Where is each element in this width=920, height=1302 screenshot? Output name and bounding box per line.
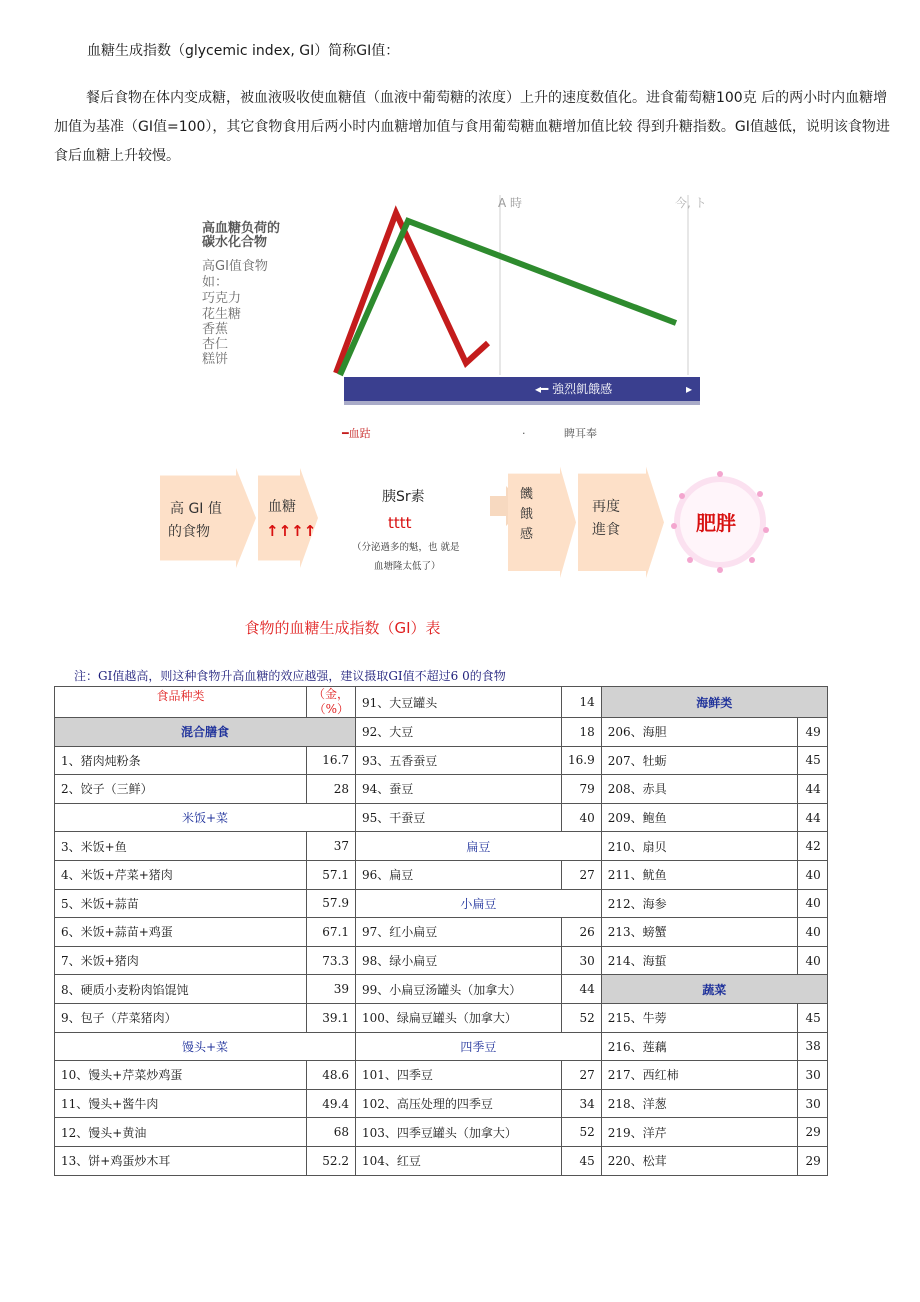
food-name: 101、四季豆 <box>356 1061 562 1090</box>
gi-value: 29 <box>797 1146 827 1175</box>
table-row <box>55 860 828 889</box>
chart-label-line: 高GI值食物 <box>202 259 268 274</box>
food-name: 208、赤具 <box>601 775 797 804</box>
gi-value: 40 <box>562 803 602 832</box>
table-row <box>55 1061 828 1090</box>
gi-value: 28 <box>307 775 356 804</box>
food-name: 4、米饭+芹菜+猪肉 <box>55 860 307 889</box>
gi-value: 26 <box>562 918 602 947</box>
food-name: 1、猪肉炖粉条 <box>55 746 307 775</box>
food-name: 213、螃蟹 <box>601 918 797 947</box>
food-name: 100、绿扁豆罐头（加拿大） <box>356 1003 562 1032</box>
hunger-bar-label: ◂━ 強烈飢餓感 <box>535 382 613 396</box>
table-row <box>55 775 828 804</box>
table-row <box>55 889 828 918</box>
gi-value: 42 <box>797 832 827 861</box>
gi-value: 16.9 <box>562 746 602 775</box>
category-band: 海鲜类 <box>601 687 827 718</box>
gi-value: 34 <box>562 1089 602 1118</box>
header-food-category: 食品种类 <box>55 687 307 718</box>
blood-sugar-chart <box>190 185 710 445</box>
gi-value: 30 <box>797 1089 827 1118</box>
subcategory-row: 米饭+菜 <box>55 803 356 832</box>
flow-box-high-gi-food <box>160 468 256 568</box>
gi-value: 79 <box>562 775 602 804</box>
subcategory-row: 馒头+菜 <box>55 1032 356 1061</box>
intro-title: 血糖生成指数（glycemic index, GI）简称GI值： <box>87 43 400 59</box>
food-name: 99、小扁豆汤罐头（加拿大） <box>356 975 562 1004</box>
food-name: 214、海蜇 <box>601 946 797 975</box>
chart-label-line: 巧克力 <box>202 291 242 306</box>
gi-value: 40 <box>797 860 827 889</box>
gi-value: 48.6 <box>307 1061 356 1090</box>
gi-value: 44 <box>797 775 827 804</box>
gi-value: 27 <box>562 1061 602 1090</box>
gi-value: 40 <box>797 889 827 918</box>
gi-value: 30 <box>562 946 602 975</box>
gi-value: 52 <box>562 1003 602 1032</box>
table-row <box>55 687 828 718</box>
food-name: 98、绿小扁豆 <box>356 946 562 975</box>
gi-table <box>54 686 828 1176</box>
table-row <box>55 975 828 1004</box>
food-name: 220、松茸 <box>601 1146 797 1175</box>
gi-value: 52 <box>562 1118 602 1147</box>
gi-value: 16.7 <box>307 746 356 775</box>
food-name: 3、米饭+鱼 <box>55 832 307 861</box>
gi-value: 39.1 <box>307 1003 356 1032</box>
food-name: 5、米饭+蒜苗 <box>55 889 307 918</box>
gi-value: 49.4 <box>307 1089 356 1118</box>
food-name: 12、馒头+黄油 <box>55 1118 307 1147</box>
flow-box-eat-again <box>578 467 664 578</box>
chart-legend-dot: · <box>522 427 526 440</box>
food-name: 9、包子（芹菜猪肉） <box>55 1003 307 1032</box>
flow-box3-line2: 餓 <box>520 507 534 522</box>
flow-box1-line2: 的食物 <box>168 524 210 540</box>
flow-box-blood-sugar <box>258 468 318 568</box>
gi-value: 52.2 <box>307 1146 356 1175</box>
food-name: 216、莲藕 <box>601 1032 797 1061</box>
gi-value: 40 <box>797 918 827 947</box>
food-name: 211、鱿鱼 <box>601 860 797 889</box>
table-row <box>55 1032 828 1061</box>
flow-insulin-note-1: （分泌過多的魁，也 就是 <box>352 542 460 553</box>
flow-result-label: 肥胖 <box>696 511 736 535</box>
table-row <box>55 803 828 832</box>
table-row <box>55 1118 828 1147</box>
chart-label-line: 高血糖负荷的 <box>202 221 281 236</box>
table-row <box>55 832 828 861</box>
subcategory-row: 扁豆 <box>356 832 602 861</box>
food-name: 92、大豆 <box>356 718 562 747</box>
gi-value: 68 <box>307 1118 356 1147</box>
chart-label-line: 碳水化合物 <box>202 235 268 250</box>
food-name: 212、海参 <box>601 889 797 918</box>
chart-top-label-right: 今, ト <box>675 196 707 210</box>
food-name: 209、鲍鱼 <box>601 803 797 832</box>
category-band: 混合膳食 <box>55 718 356 747</box>
gi-value: 45 <box>797 746 827 775</box>
food-name: 94、蚕豆 <box>356 775 562 804</box>
food-name: 2、饺子（三鲜） <box>55 775 307 804</box>
food-name: 219、洋芹 <box>601 1118 797 1147</box>
gi-value: 45 <box>562 1146 602 1175</box>
food-name: 93、五香蚕豆 <box>356 746 562 775</box>
svg-text:▸: ▸ <box>686 382 693 396</box>
intro-paragraph: 餐后食物在体内变成糖，被血液吸收使血糖值（血液中葡萄糖的浓度）上升的速度数值化。进食葡萄糖100克 后的两小时内血糖增加值为基准（GI值=100），其它食物食用后两小时内血糖增加值与食用葡萄糖血糖增加值比较 得到升糖指数。GI值越低，说明该食物进食后血糖上升较慢。 <box>54 90 890 164</box>
food-name: 7、米饭+猪肉 <box>55 946 307 975</box>
chart-label-line: 花生糖 <box>202 307 242 322</box>
gi-value: 73.3 <box>307 946 356 975</box>
food-name: 207、牡蛎 <box>601 746 797 775</box>
flow-insulin-note-2: 血塘隆太低了） <box>374 561 441 572</box>
food-name: 103、四季豆罐头（加拿大） <box>356 1118 562 1147</box>
header-gi-unit: （金，（%） <box>307 687 356 718</box>
table-row <box>55 1003 828 1032</box>
table-row <box>55 746 828 775</box>
food-name: 8、硬质小麦粉肉馅馄饨 <box>55 975 307 1004</box>
chart-label-line: 糕饼 <box>202 352 229 367</box>
food-name: 95、干蚕豆 <box>356 803 562 832</box>
food-name: 13、饼+鸡蛋炒木耳 <box>55 1146 307 1175</box>
chart-top-label-left: A 時 <box>498 196 523 210</box>
food-name: 217、西红柿 <box>601 1061 797 1090</box>
flow-box1-line1: 高 GI 值 <box>170 501 222 517</box>
food-name: 91、大豆罐头 <box>356 687 562 718</box>
table-row <box>55 946 828 975</box>
food-name: 206、海胆 <box>601 718 797 747</box>
flow-box4-line2: 進食 <box>592 522 620 538</box>
gi-value: 45 <box>797 1003 827 1032</box>
table-note: 注：GI值越高，则这种食物升高血糖的效应越强，建议摄取GI值不超过6 0的食物 <box>74 669 506 683</box>
flow-box2-line1: 血糖 <box>268 499 296 515</box>
gi-value: 67.1 <box>307 918 356 947</box>
gi-value: 37 <box>307 832 356 861</box>
food-name: 102、高压处理的四季豆 <box>356 1089 562 1118</box>
gi-value: 30 <box>797 1061 827 1090</box>
gi-value: 14 <box>562 687 602 718</box>
chart-legend-left: ━血跍 <box>342 427 371 440</box>
flow-box2-line2: ↑↑↑↑ <box>266 522 317 540</box>
food-name: 10、馒头+芹菜炒鸡蛋 <box>55 1061 307 1090</box>
hunger-bar <box>344 377 700 401</box>
food-name: 218、洋葱 <box>601 1089 797 1118</box>
gi-value: 18 <box>562 718 602 747</box>
gi-value: 38 <box>797 1032 827 1061</box>
food-name: 96、扁豆 <box>356 860 562 889</box>
table-row <box>55 718 828 747</box>
chart-legend-right: 睥耳奉 <box>564 427 597 440</box>
subcategory-row: 四季豆 <box>356 1032 602 1061</box>
food-name: 215、牛蒡 <box>601 1003 797 1032</box>
flow-box3-line1: 饑 <box>520 487 534 502</box>
flow-insulin-title: 胰Sr素 <box>382 489 425 505</box>
flow-box3-line3: 感 <box>520 527 534 542</box>
table-row <box>55 918 828 947</box>
chart-label-line: 杏仁 <box>202 337 229 352</box>
gi-value: 27 <box>562 860 602 889</box>
gi-value: 40 <box>797 946 827 975</box>
chart-label-line: 香蕉 <box>202 322 229 337</box>
gi-flow-diagram <box>160 456 780 586</box>
gi-value: 49 <box>797 718 827 747</box>
chart-label-line: 如： <box>202 275 229 290</box>
gi-value: 57.9 <box>307 889 356 918</box>
table-row <box>55 1146 828 1175</box>
gi-value: 44 <box>797 803 827 832</box>
flow-box4-line1: 再度 <box>592 499 620 515</box>
food-name: 11、馒头+酱牛肉 <box>55 1089 307 1118</box>
flow-box-hunger <box>508 467 576 578</box>
category-band: 蔬菜 <box>601 975 827 1004</box>
table-title: 食物的血糖生成指数（GI）表 <box>244 619 441 637</box>
food-name: 6、米饭+蒜苗+鸡蛋 <box>55 918 307 947</box>
flow-insulin-arrows: tttt <box>388 514 412 532</box>
subcategory-row: 小扁豆 <box>356 889 602 918</box>
food-name: 97、红小扁豆 <box>356 918 562 947</box>
food-name: 210、扇贝 <box>601 832 797 861</box>
gi-value: 44 <box>562 975 602 1004</box>
table-row <box>55 1089 828 1118</box>
food-name: 104、红豆 <box>356 1146 562 1175</box>
gi-value: 57.1 <box>307 860 356 889</box>
gi-value: 39 <box>307 975 356 1004</box>
gi-value: 29 <box>797 1118 827 1147</box>
